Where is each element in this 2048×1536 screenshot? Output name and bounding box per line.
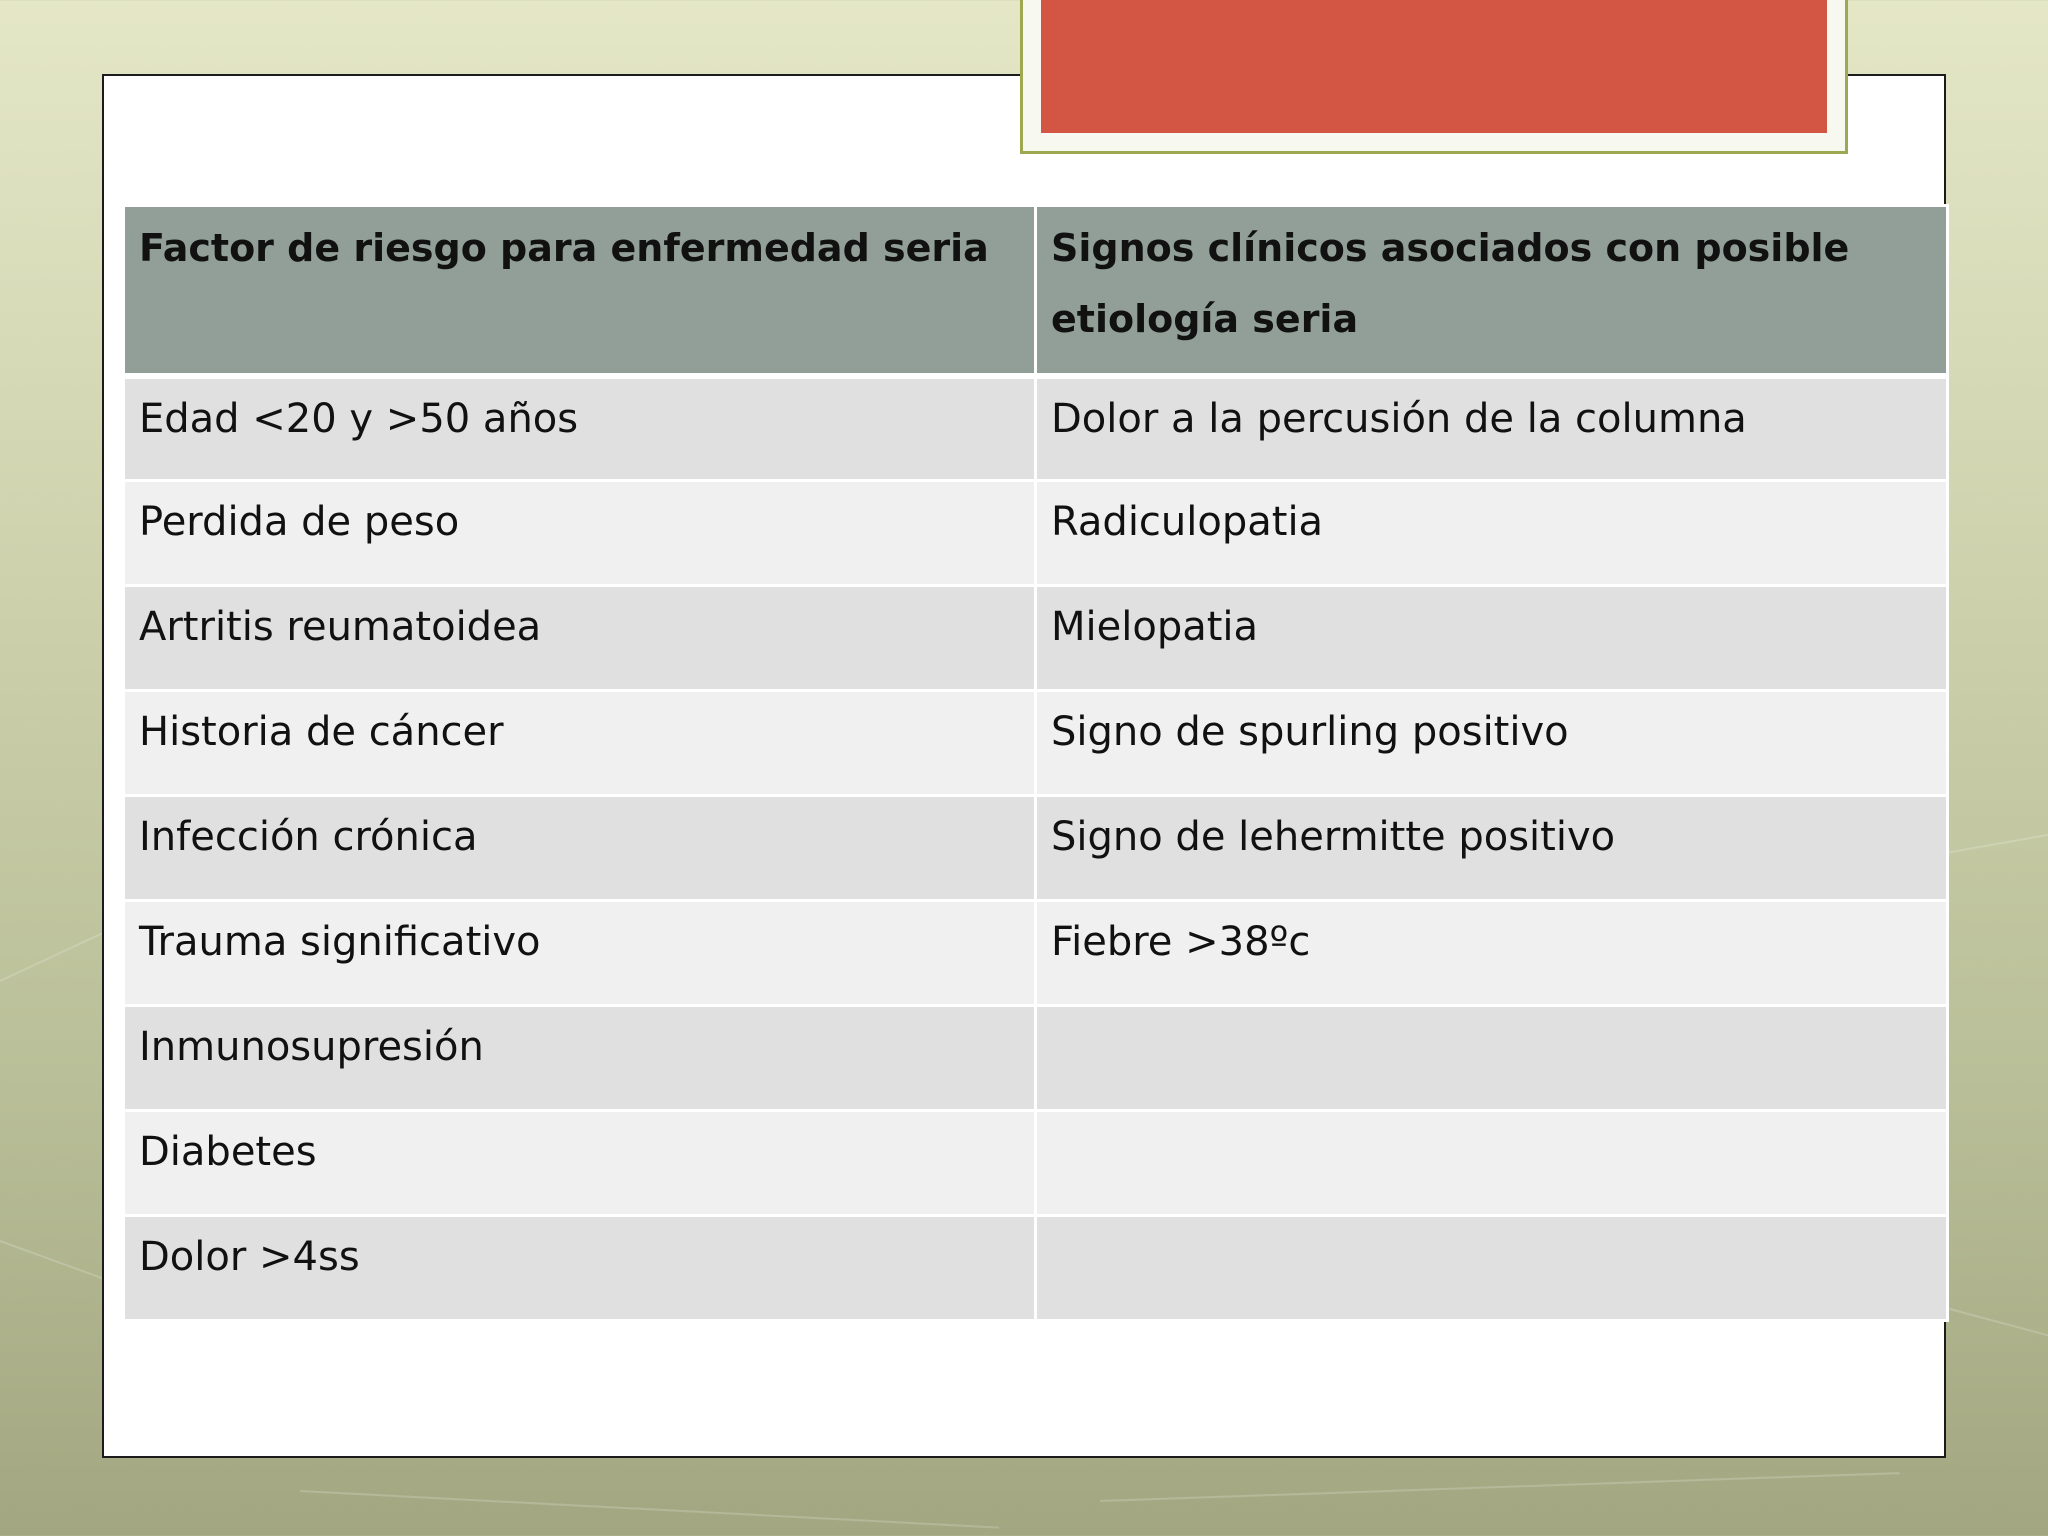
table-cell: Diabetes (124, 1111, 1036, 1216)
title-bar-fill (1041, 0, 1827, 133)
table-header-cell: Signos clínicos asociados con posible etiología seria (1036, 206, 1948, 376)
table-row (124, 1216, 1948, 1321)
risk-factors-table-container (122, 204, 1946, 1322)
table-header-row (124, 206, 1948, 376)
table-cell: Inmunosupresión (124, 1006, 1036, 1111)
title-bar (1020, 0, 1848, 154)
table-row (124, 1111, 1948, 1216)
table-cell: Perdida de peso (124, 481, 1036, 586)
table-row (124, 1006, 1948, 1111)
table-row (124, 376, 1948, 481)
table-row (124, 796, 1948, 901)
table-cell: Dolor a la percusión de la columna (1036, 376, 1948, 481)
risk-factors-table (122, 204, 1949, 1322)
table-cell (1036, 1111, 1948, 1216)
table-cell (1036, 1006, 1948, 1111)
table-cell: Fiebre >38ºc (1036, 901, 1948, 1006)
table-cell: Edad <20 y >50 años (124, 376, 1036, 481)
table-row (124, 586, 1948, 691)
table-cell: Dolor >4ss (124, 1216, 1036, 1321)
table-header-cell: Factor de riesgo para enfermedad seria (124, 206, 1036, 376)
background-line (1100, 1472, 1900, 1502)
table-cell: Historia de cáncer (124, 691, 1036, 796)
table-cell: Artritis reumatoidea (124, 586, 1036, 691)
table-row (124, 901, 1948, 1006)
table-cell: Radiculopatia (1036, 481, 1948, 586)
background-line (300, 1490, 999, 1529)
table-cell: Trauma significativo (124, 901, 1036, 1006)
table-cell: Mielopatia (1036, 586, 1948, 691)
table-row (124, 481, 1948, 586)
table-cell: Infección crónica (124, 796, 1036, 901)
table-cell (1036, 1216, 1948, 1321)
table-cell: Signo de spurling positivo (1036, 691, 1948, 796)
table-row (124, 691, 1948, 796)
table-cell: Signo de lehermitte positivo (1036, 796, 1948, 901)
